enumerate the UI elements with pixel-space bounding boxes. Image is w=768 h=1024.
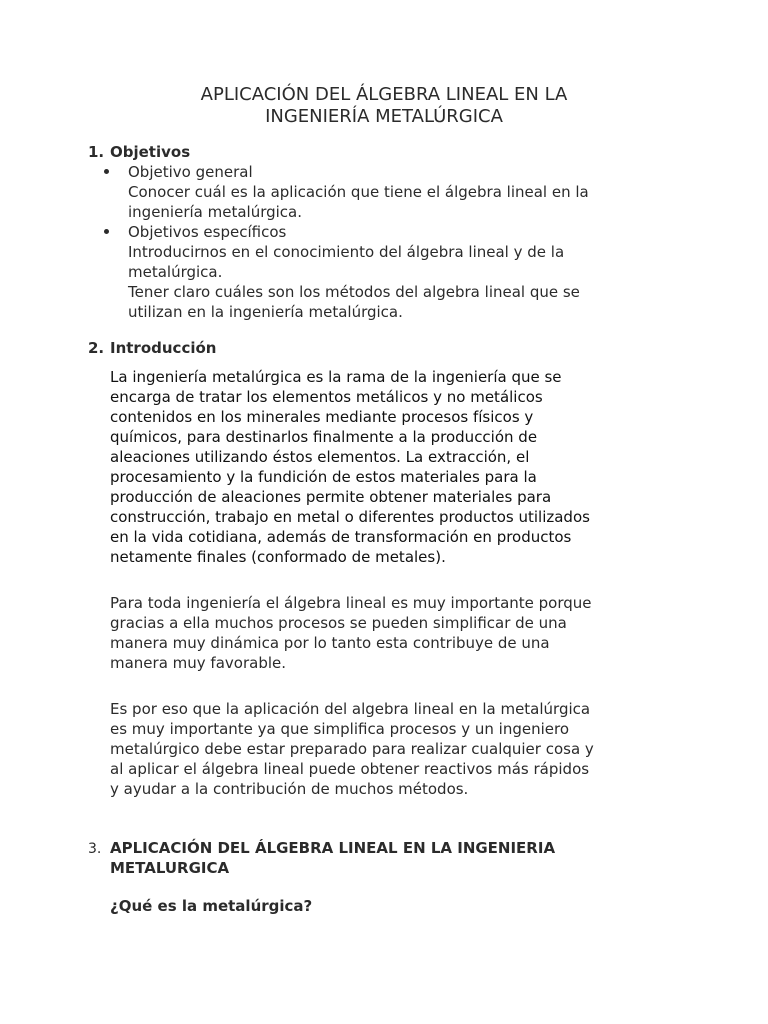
- title-line-2: INGENIERÍA METALÚRGICA: [265, 106, 503, 127]
- paragraph-line: aleaciones utilizando éstos elementos. La extracción, el: [110, 448, 530, 466]
- paragraph-line: manera muy favorable.: [110, 654, 287, 672]
- section-2-title: Introducción: [110, 339, 217, 357]
- paragraph-line: en la vida cotidiana, además de transformación en productos: [110, 528, 572, 546]
- section-2-number: 2.: [88, 339, 105, 357]
- section-2-heading: [88, 338, 216, 358]
- objective-specific-line: metalúrgica.: [128, 263, 223, 281]
- paragraph-line: construcción, trabajo en metal o diferentes productos utilizados: [110, 508, 590, 526]
- paragraph-line: producción de aleaciones permite obtener materiales para: [110, 488, 552, 506]
- section-1-heading: [88, 142, 190, 162]
- paragraph-line: es muy importante ya que simplifica procesos y un ingeniero: [110, 720, 570, 738]
- section-3-heading: [88, 838, 556, 877]
- question-text: ¿Qué es la metalúrgica?: [110, 897, 313, 915]
- section-3-title-line-1: APLICACIÓN DEL ÁLGEBRA LINEAL EN LA INGENIERIA: [110, 839, 556, 857]
- paragraph-line: procesamiento y la fundición de estos materiales para la: [110, 468, 537, 486]
- paragraph-line: encarga de tratar los elementos metálicos y no metálicos: [110, 388, 543, 406]
- paragraph-line: Para toda ingeniería el álgebra lineal es muy importante porque: [110, 594, 592, 612]
- objective-general-line: ingeniería metalúrgica.: [128, 203, 303, 221]
- section-3-number: 3.: [88, 841, 102, 857]
- section-1-number: 1.: [88, 143, 105, 161]
- bullet-icon: [104, 169, 109, 174]
- intro-paragraph-3: [110, 699, 670, 799]
- objective-specific-line: utilizan en la ingeniería metalúrgica.: [128, 303, 403, 321]
- list-item: [128, 162, 589, 222]
- document-title: [0, 84, 768, 128]
- paragraph-line: contenidos en los minerales mediante procesos físicos y: [110, 408, 534, 426]
- section-3-title: [110, 838, 650, 878]
- intro-paragraph-1: [110, 367, 670, 567]
- bullet-icon: [104, 229, 109, 234]
- objective-general-line: Conocer cuál es la aplicación que tiene el álgebra lineal en la: [128, 183, 589, 201]
- paragraph-line: gracias a ella muchos procesos se pueden simplificar de una: [110, 614, 567, 632]
- section-1-title: Objetivos: [110, 143, 191, 161]
- paragraph-line: manera muy dinámica por lo tanto esta contribuye de una: [110, 634, 550, 652]
- paragraph-line: metalúrgico debe estar preparado para realizar cualquier cosa y: [110, 740, 594, 758]
- paragraph-line: La ingeniería metalúrgica es la rama de la ingeniería que se: [110, 368, 562, 386]
- objective-specific-label: Objetivos específicos: [128, 223, 287, 241]
- objectives-list: [128, 162, 589, 322]
- paragraph-line: y ayudar a la contribución de muchos métodos.: [110, 780, 469, 798]
- list-item: [128, 222, 589, 322]
- intro-paragraph-2: [110, 593, 670, 673]
- paragraph-line: netamente finales (conformado de metales).: [110, 548, 446, 566]
- section-3-title-line-2: METALURGICA: [110, 859, 230, 877]
- title-line-1: APLICACIÓN DEL ÁLGEBRA LINEAL EN LA: [200, 84, 568, 105]
- section-3-question: [110, 896, 312, 916]
- paragraph-line: Es por eso que la aplicación del algebra lineal en la metalúrgica: [110, 700, 591, 718]
- paragraph-line: químicos, para destinarlos finalmente a la producción de: [110, 428, 538, 446]
- objective-specific-line: Tener claro cuáles son los métodos del algebra lineal que se: [128, 283, 580, 301]
- objective-specific-line: Introducirnos en el conocimiento del álgebra lineal y de la: [128, 243, 565, 261]
- paragraph-line: al aplicar el álgebra lineal puede obtener reactivos más rápidos: [110, 760, 590, 778]
- objective-general-label: Objetivo general: [128, 163, 253, 181]
